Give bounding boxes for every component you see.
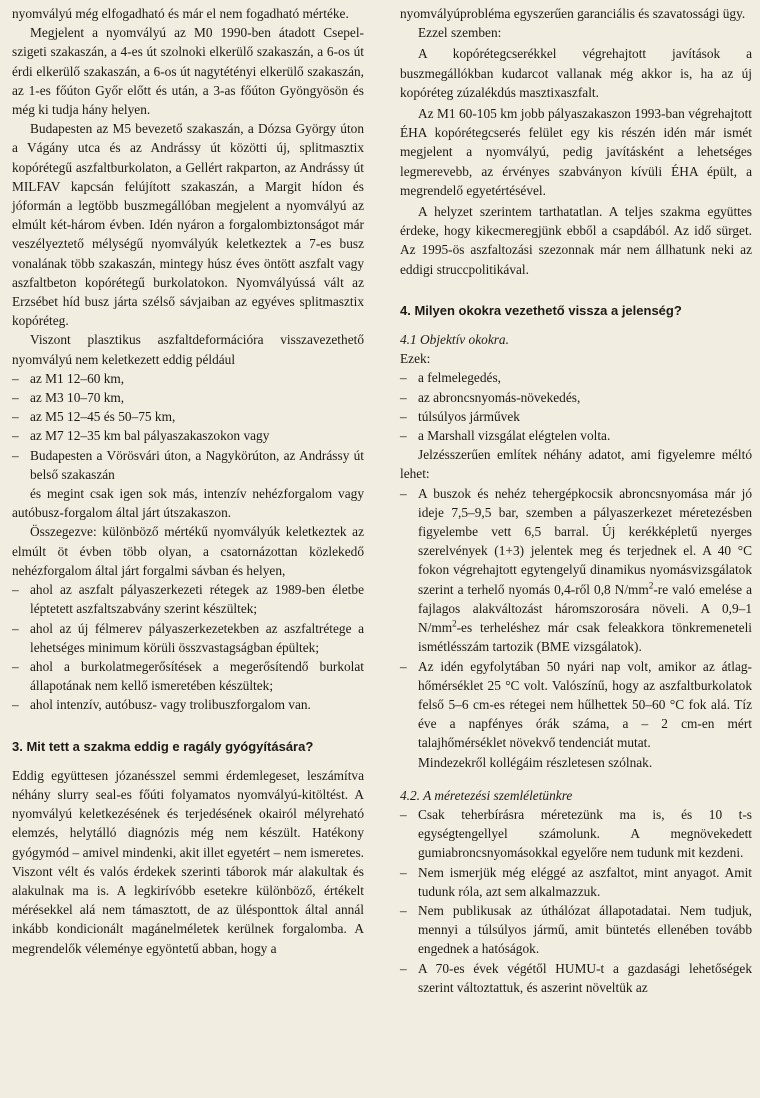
dash-bullet: – (12, 390, 19, 406)
dash-bullet: – (12, 370, 19, 386)
paragraph: Budapesten az M5 bevezető szakaszán, a Dózsa György úton a Vágány utca és az Andrássy út közötti új, splitmasztix kopórétegű aszfaltburkolaton, a Gellért rakparton, az Andrássy út MILFAV kapcsán felújított szakaszán, a Margit hídon és jóformán a legtöbb buszmegállóban megjelent a nyomvályú az elmúlt két-három évben. Idén nyáron a forgalombiztonságot már veszélyeztető mélységű nyomvályúk keletkeztek a 7-es busz vonalának több szakaszán, mintegy húsz éves öntött aszfalt vagy aszfaltbeton kopórétegű burkolatokon. Nyomvályússá vált az Erzsébet híd busz járta szélső sávjaiban az egyéves splitmasztix kopóréteg. (12, 121, 364, 329)
dash-bullet: – (12, 697, 19, 713)
list-item: – az M1 12–60 km, (12, 369, 364, 388)
left-column (12, 4, 364, 958)
paragraph: és megint csak igen sok más, intenzív nehézforgalom vagy autóbusz-forgalom által járt útszakaszon. (12, 486, 364, 521)
list-item: – a felmelegedés, (400, 368, 752, 387)
paragraph: Eddig együttesen józanésszel semmi érdemlegeset, leszámítva néhány slurry seal-es főúti folyamatos nyomvályú-kitöltést. A nyomvályú keletkezésének és terjedésének okairól mélyreható elemzés, helytálló diagnózis még nem készült. Hatékony gyógymód – amivel mindenki, akit illet egyetért – nem ismeretes. Viszont vélt és valós érdekek szerinti táborok már alakultak és alakulnak ma is. A legkirívóbb esetekre különböző, értékelt mérésekkel alá nem támasztott, de az ülésponttok által annál inkább kondicionált magánelméletek kerülnek forgalomba. A megrendelők véleménye egyöntetű abban, hogy a (12, 767, 364, 956)
dash-bullet: – (12, 620, 19, 636)
list-item: – Csak teherbírásra méretezünk ma is, és 10 t-s egységtengellyel számolunk. A megnövekedett gumiabroncsnyomásokkal egyelőre nem tudunk mit kezdeni. (400, 806, 752, 861)
list-item: – a Marshall vizsgálat elégtelen volta. (400, 426, 752, 445)
paragraph: Ezzel szemben: (418, 25, 502, 41)
paragraph: Ezek: (400, 351, 431, 367)
location-list (12, 580, 364, 714)
dash-bullet: – (400, 389, 407, 405)
subsection-heading: 4.1 Objektív okokra. (400, 332, 509, 348)
dash-bullet: – (400, 485, 407, 501)
dash-bullet: – (12, 409, 19, 425)
data-list (400, 484, 752, 753)
cause-list (400, 368, 752, 445)
paragraph: A kopórétegcserékkel végrehajtott javítások a buszmegállókban kudarcot vallanak még akkor is, ha az új kopóréteg zúzalékdús masztixaszfalt. (400, 46, 752, 100)
paragraph: nyomvályú még elfogadható és már el nem fogadható mértéke. (12, 6, 349, 21)
section-heading: 4. Milyen okokra vezethető vissza a jelenség? (400, 302, 682, 318)
dash-bullet: – (400, 370, 407, 386)
dash-bullet: – (400, 902, 407, 918)
dash-bullet: – (400, 864, 407, 880)
list-item: – az M7 12–35 km bal pályaszakaszokon vagy (12, 426, 364, 445)
dash-bullet: – (400, 658, 407, 674)
paragraph: Viszont plasztikus aszfaltdeformációra visszavezethető nyomvályú nem keletkezett eddig például (12, 332, 364, 367)
dash-bullet: – (400, 806, 407, 822)
paragraph: Megjelent a nyomvályú az M0 1990-ben átadott Csepel-szigeti szakaszán, a 4-es út szolnoki elkerülő szakaszán, a 6-os út érdi elkerülő szakaszán, a 6-os út nagytétényi elkerülő szakaszán, az 1-es főúton Győr előtt és után, a 3-as főúton Gyöngyösön és még ki tudja hány helyen. (12, 25, 364, 118)
paragraph: Összegezve: különböző mértékű nyomvályúk keletkeztek az elmúlt öt évben több olyan, a csatornázottan közlekedő nehézforgalom által járt forgalmi sávban és helyen, (12, 524, 364, 578)
paragraph: nyomvályúprobléma egyszerűen garanciális és szavatossági ügy. (400, 6, 746, 21)
dash-bullet: – (12, 582, 19, 598)
section-heading: 3. Mit tett a szakma eddig e ragály gyógyítására? (12, 738, 314, 754)
paragraph: Mindezekről kollégáim részletesen szólnak. (418, 754, 653, 770)
list-item: – Nem publikusak az úthálózat állapotadatai. Nem tudjuk, mennyi a túlsúlyos jármű, amit büntetés ellenében tovább engednek a hatóságok. (400, 902, 752, 957)
list-item: – az abroncsnyomás-növekedés, (400, 388, 752, 407)
dash-bullet: – (12, 447, 19, 463)
list-item: – ahol az aszfalt pályaszerkezeti rétegek az 1989-ben életbe léptetett aszfaltszabvány szerint készültek; (12, 582, 364, 617)
list-item: – ahol a burkolatmegerősítések a megerősítendő burkolat állapotának nem kellő ismeretében készültek; (12, 658, 364, 694)
paragraph: A helyzet szerintem tarthatatlan. A teljes szakma együttes érdeke, hogy kikecmeregjünk ebből a csapdából. Az idő sürget. Az 1995-ös aszfaltozási szezonnak már nem állhatunk neki az eddigi struccpolitikával. (400, 204, 752, 277)
dash-bullet: – (400, 960, 407, 976)
paragraph: Jelzésszerűen említek néhány adatot, ami figyelemre méltó lehet: (400, 447, 752, 482)
list-item: – A buszok és nehéz tehergépkocsik abroncsnyomása már jó ideje 7,5–9,5 bar, szemben a pályaszerkezet méretezésben figyelembe vett 6,5 barral. Új kerékképletű nyerges szerelvények (1+3) jelentek meg és terjednek el. A 40 °C fokon végrehajtott egytengelyű dinamikus nyomásvizsgálatok szerint a terhelő nyomás 0,4-ről 0,8 $N/mm^2-re$ való emelése a fajlagos alakváltozást háromszorosára növeli. A 0,9–1 $N/mm^2-es$ terheléshez már csak feleakkora tönkremeneteli ismétlésszám tartozik (BME vizsgálatok). (400, 485, 753, 655)
road-section-list (12, 369, 364, 484)
list-item: – Nem ismerjük még eléggé az aszfaltot, mint anyagot. Amit tudunk róla, azt sem alkalmazzuk. (400, 864, 752, 899)
list-item: – ahol az új félmerev pályaszerkezetekben az aszfaltrétege a lehetséges minimum körüli összvastagságban épültek; (12, 620, 364, 655)
list-item: – az M3 10–70 km, (12, 388, 364, 407)
list-item: – A 70-es évek végétől HUMU-t a gazdasági lehetőségek szerint változtattuk, és aszerint növeltük az (400, 960, 752, 995)
paragraph: Az M1 60-105 km jobb pályaszakaszon 1993-ban végrehajtott ÉHA kopórétegcserés felület egy kis részén idén már ismét megjelent a nyomvályú, pedig javításként a lehetséges legmerevebb, az érvényes szabványon kívüli ÉHA épült, a megrendelő egyetértésével. (400, 106, 752, 198)
dash-bullet: – (400, 408, 407, 424)
list-item: – Az idén egyfolytában 50 nyári nap volt, amikor az átlag-hőmérséklet 25 °C volt. Valószínű, hogy az aszfaltburkolatok felső 5–6 cm-es rétegei nem hűlhettek 50–60 °C fok alá. Tíz éve a napfényes órák száma, a – 2 cm-en mért talajhőmérséklet növekvő tendenciát mutat. (400, 658, 752, 751)
list-item: – túlsúlyos járművek (400, 407, 752, 426)
right-column (400, 4, 752, 997)
design-list (400, 805, 752, 997)
subsection-heading: 4.2. A méretezési szemléletünkre (400, 787, 573, 803)
list-item: – ahol intenzív, autóbusz- vagy trolibuszforgalom van. (12, 695, 364, 714)
dash-bullet: – (12, 658, 19, 674)
dash-bullet: – (400, 428, 407, 444)
list-item: – az M5 12–45 és 50–75 km, (12, 407, 364, 426)
dash-bullet: – (12, 428, 19, 444)
list-item: – Budapesten a Vörösvári úton, a Nagykörúton, az Andrássy út belső szakaszán (12, 447, 364, 482)
